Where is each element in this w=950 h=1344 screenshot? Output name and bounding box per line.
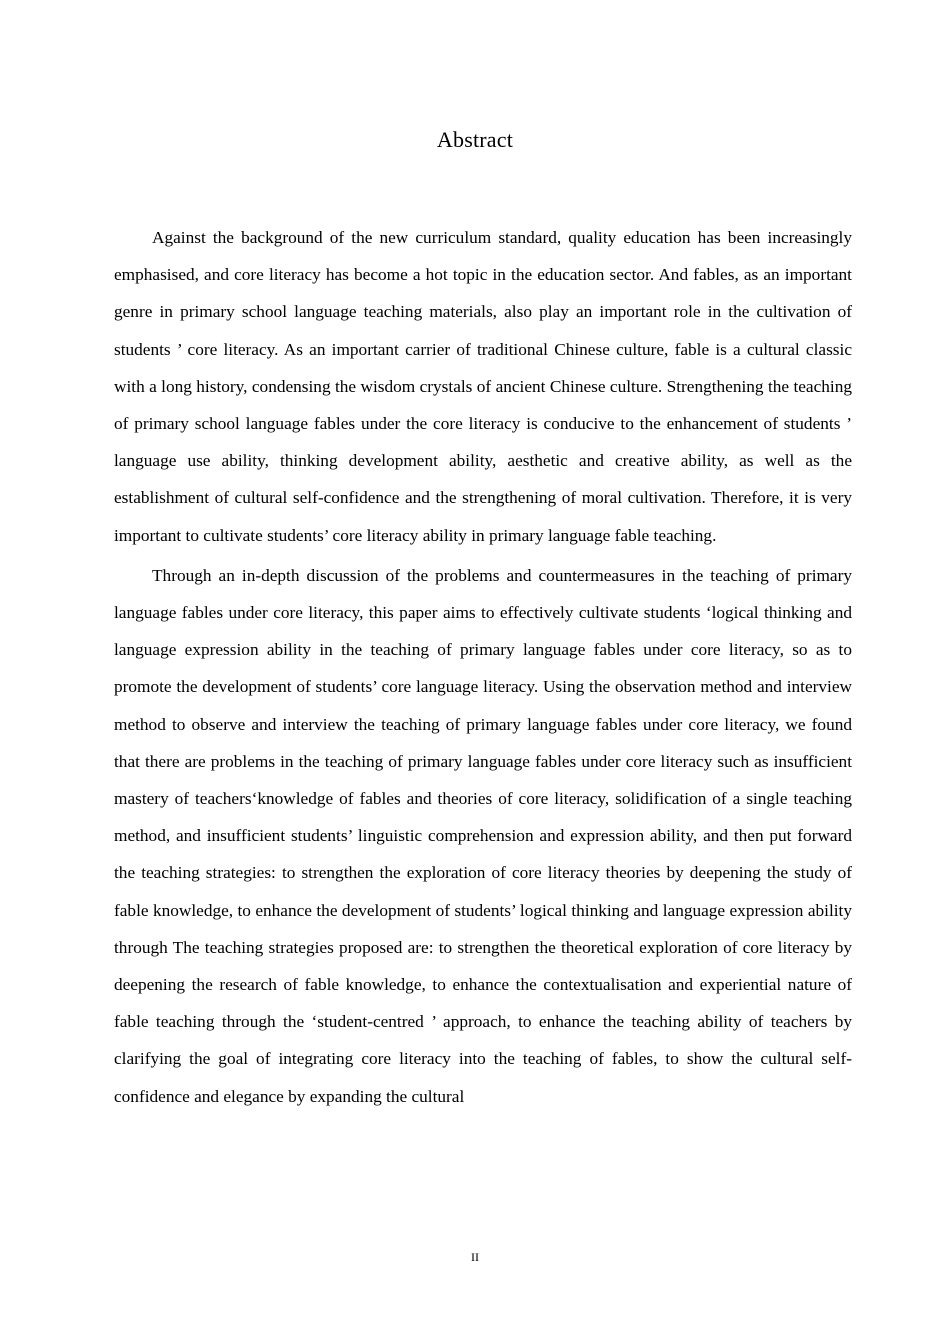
abstract-paragraph-2: Through an in-depth discussion of the problems and countermeasures in the teaching of primary language fables under core literacy, this paper aims to effectively cultivate students ‘logical thinking and language expression ability in the teaching of primary language fables under core literacy, so as to promote the development of students’ core language literacy. Using the observation method and interview method to observe and interview the teaching of primary language fables under core literacy, we found that there are problems in the teaching of primary language fables under core literacy such as insufficient mastery of teachers‘knowledge of fables and theories of core literacy, solidification of a single teaching method, and insufficient students’ linguistic comprehension and expression ability, and then put forward the teaching strategies: to strengthen the exploration of core literacy theories by deepening the study of fable knowledge, to enhance the development of students’ logical thinking and language expression ability through The teaching strategies proposed are: to strengthen the theoretical exploration of core literacy by deepening the research of fable knowledge, to enhance the contextualisation and experiential nature of fable teaching through the ‘student-centred ’ approach, to enhance the teaching ability of teachers by clarifying the goal of integrating core literacy into the teaching of fables, to show the cultural self-confidence and elegance by expanding the cultural	[114, 565, 852, 1106]
abstract-body	[114, 219, 852, 1115]
page-title: Abstract	[436, 127, 514, 152]
abstract-paragraph-1: Against the background of the new curriculum standard, quality education has been increasingly emphasised, and core literacy has become a hot topic in the education sector. And fables, as an important genre in primary school language teaching materials, also play an important role in the cultivation of students ’ core literacy. As an important carrier of traditional Chinese culture, fable is a cultural classic with a long history, condensing the wisdom crystals of ancient Chinese culture. Strengthening the teaching of primary school language fables under the core literacy is conducive to the enhancement of students ’ language use ability, thinking development ability, aesthetic and creative ability, as well as the establishment of cultural self-confidence and the strengthening of moral cultivation. Therefore, it is very important to cultivate students’ core literacy ability in primary language fable teaching.	[114, 228, 852, 545]
page-number: II	[471, 1250, 479, 1264]
